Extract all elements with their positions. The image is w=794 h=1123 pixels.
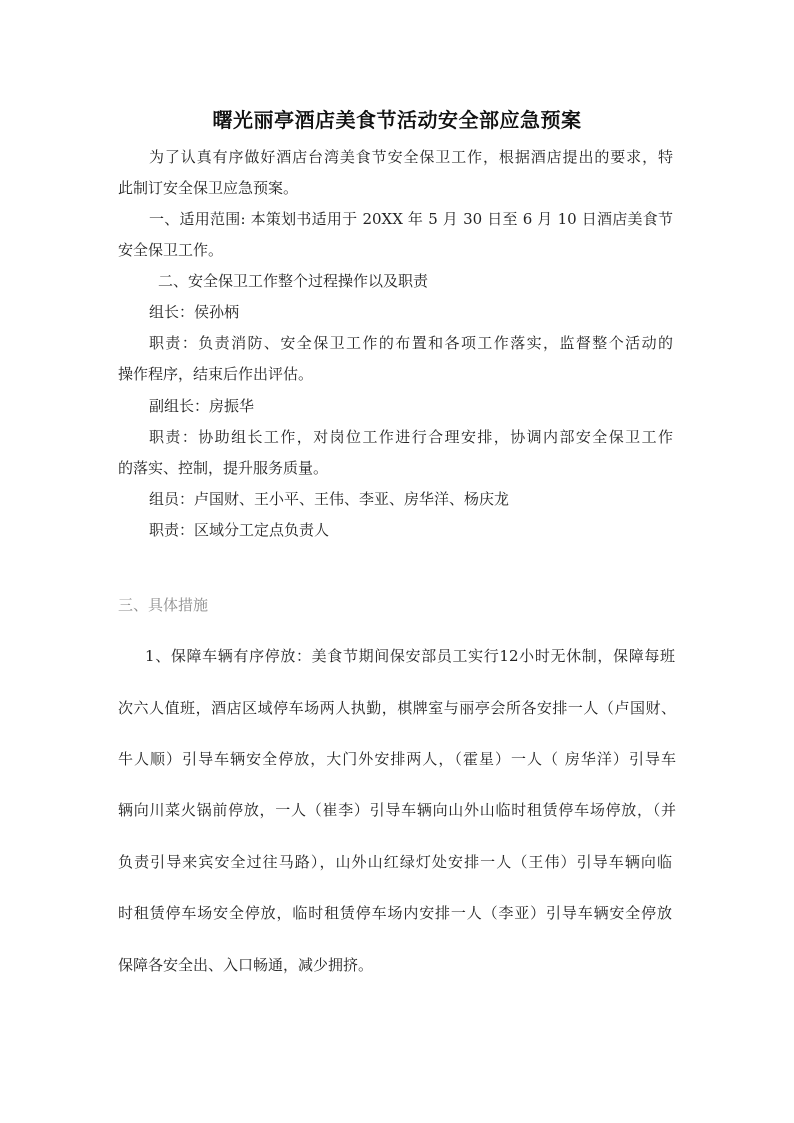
members-duty: 职责：区域分工定点负责人 [149, 521, 330, 539]
members: 组员：卢国财、王小平、王伟、李亚、房华洋、杨庆龙 [149, 490, 510, 508]
deputy-leader: 副组长：房振华 [149, 397, 255, 415]
section3-heading: 三、具体措施 [118, 596, 209, 614]
scope-line-2: 安全保卫工作。 [118, 241, 224, 259]
leader-duty-line-2: 操作程序，结束后作出评估。 [118, 365, 314, 383]
measure-line-5: 负责引导来宾安全过往马路），山外山红绿灯处安排一人（王伟）引导车辆向临 [118, 853, 672, 871]
intro-line-2: 此制订安全保卫应急预案。 [118, 179, 299, 197]
measure-line-1: 1、保障车辆有序停放：美食节期间保安部员工实行12小时无休制，保障每班 [145, 647, 675, 665]
measure-line-2: 次六人值班，酒店区域停车场两人执勤，棋牌室与丽亭会所各安排一人（卢国财、 [118, 699, 676, 717]
leader-duty-line-1: 职责：负责消防、安全保卫工作的布置和各项工作落实，监督整个活动的 [149, 334, 673, 352]
scope-line-1: 一、适用范围: 本策划书适用于 20XX 年 5 月 30 日至 6 月 10 日酒店美食节 [149, 210, 673, 228]
deputy-duty-line-2: 的落实、控制，提升服务质量。 [118, 459, 329, 477]
document-title: 曙光丽亭酒店美食节活动安全部应急预案 [212, 108, 582, 132]
measure-line-3: 牛人顺）引导车辆安全停放，大门外安排两人，（霍星）一人（ 房华洋）引导车 [118, 750, 676, 768]
intro-line-1: 为了认真有序做好酒店台湾美食节安全保卫工作，根据酒店提出的要求，特 [149, 148, 673, 166]
deputy-duty-line-1: 职责：协助组长工作，对岗位工作进行合理安排，协调内部安全保卫工作 [149, 428, 673, 446]
measure-line-7: 保障各安全出、入口畅通，减少拥挤。 [118, 956, 374, 974]
leader: 组长：侯孙柄 [149, 303, 240, 321]
section2-heading: 二、安全保卫工作整个过程操作以及职责 [158, 272, 429, 290]
measure-line-4: 辆向川菜火锅前停放，一人（崔李）引导车辆向山外山临时租赁停车场停放，（并 [118, 801, 676, 819]
measure-line-6: 时租赁停车场安全停放，临时租赁停车场内安排一人（李亚）引导车辆安全停放 [118, 904, 672, 922]
